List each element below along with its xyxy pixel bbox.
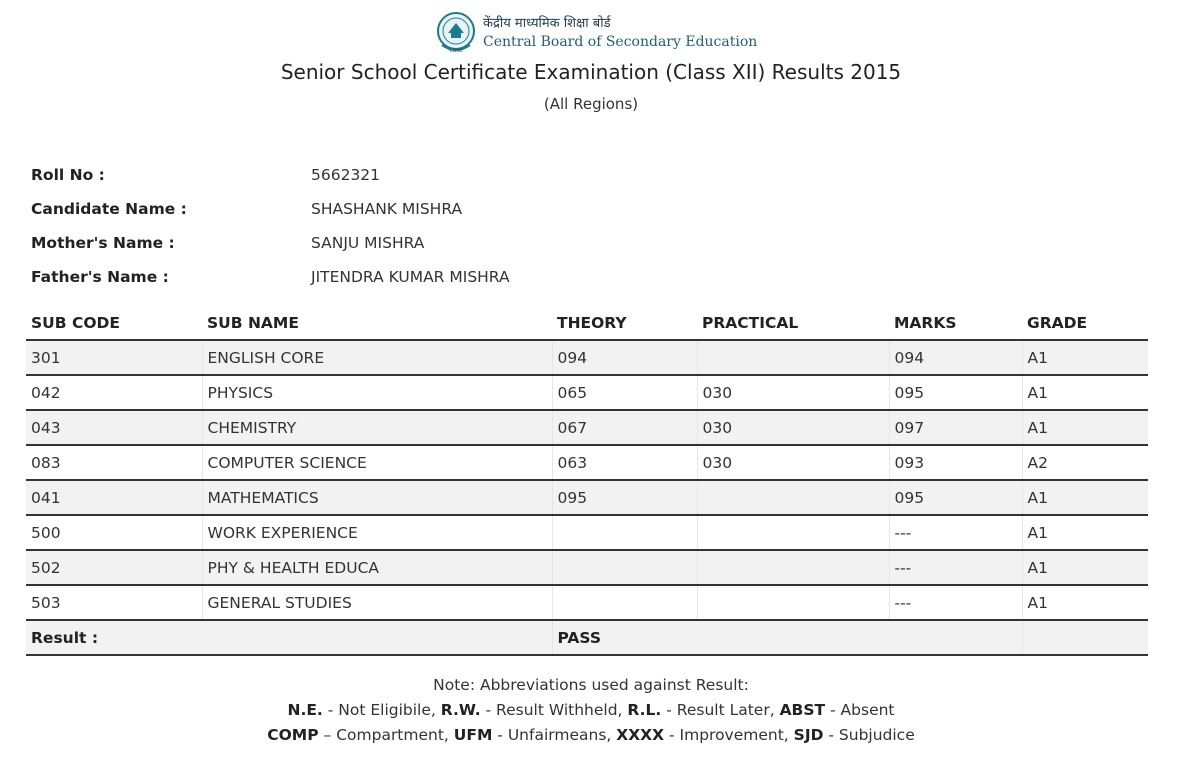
info-row-mother — [31, 226, 510, 260]
sub-code-cell: 083 — [26, 445, 202, 480]
marks-cell: --- — [889, 585, 1022, 620]
page-subtitle: (All Regions) — [543, 95, 639, 113]
practical-cell — [697, 340, 889, 375]
abbr-comp: COMP — [267, 726, 319, 744]
notes-heading: Note: Abbreviations used against Result: — [433, 676, 749, 694]
result-row — [26, 620, 1148, 655]
marks-cell: 097 — [889, 410, 1022, 445]
abbr-abst: ABST — [779, 701, 826, 719]
marks-cell: --- — [889, 550, 1022, 585]
header-grade: GRADE — [1022, 306, 1148, 340]
theory-cell: 067 — [552, 410, 697, 445]
father-name-label: Father's Name : — [31, 268, 169, 286]
sub-name-cell: MATHEMATICS — [202, 480, 552, 515]
logo-hindi-text: केंद्रीय माध्यमिक शिक्षा बोर्ड — [483, 16, 611, 31]
table-row — [26, 375, 1148, 410]
abbr-ufm-text: - Unfairmeans, — [492, 726, 617, 744]
abbr-rw-text: - Result Withheld, — [480, 701, 628, 719]
abbr-ufm: UFM — [453, 726, 493, 744]
sub-code-cell: 500 — [26, 515, 202, 550]
marks-cell: --- — [889, 515, 1022, 550]
header-theory: THEORY — [552, 306, 697, 340]
notes-line-1 — [0, 698, 1182, 723]
table-row — [26, 550, 1148, 585]
header-practical: PRACTICAL — [697, 306, 889, 340]
mother-name-value: SANJU MISHRA — [311, 234, 425, 252]
grade-cell: A1 — [1022, 585, 1148, 620]
candidate-info — [31, 158, 510, 294]
cbse-logo — [436, 9, 757, 57]
sub-name-cell: PHYSICS — [202, 375, 552, 410]
logo-english-text: Central Board of Secondary Education — [483, 34, 758, 50]
header-sub-code: SUB CODE — [26, 306, 202, 340]
cbse-seal-icon — [436, 11, 476, 55]
theory-cell: 094 — [552, 340, 697, 375]
roll-label: Roll No : — [31, 166, 105, 184]
sub-code-cell: 043 — [26, 410, 202, 445]
theory-cell: 063 — [552, 445, 697, 480]
sub-code-cell: 042 — [26, 375, 202, 410]
marks-cell: 093 — [889, 445, 1022, 480]
marks-table — [26, 306, 1148, 656]
mother-name-label: Mother's Name : — [31, 234, 175, 252]
abbreviation-notes — [0, 673, 1182, 748]
sub-name-cell: GENERAL STUDIES — [202, 585, 552, 620]
practical-cell — [697, 585, 889, 620]
abbr-xxxx: XXXX — [616, 726, 665, 744]
practical-cell — [697, 515, 889, 550]
practical-cell — [697, 550, 889, 585]
practical-cell: 030 — [697, 410, 889, 445]
theory-cell: 095 — [552, 480, 697, 515]
practical-cell: 030 — [697, 445, 889, 480]
abbr-ne: N.E. — [287, 701, 323, 719]
grade-cell: A1 — [1022, 340, 1148, 375]
table-row — [26, 410, 1148, 445]
practical-cell — [697, 480, 889, 515]
theory-cell: 065 — [552, 375, 697, 410]
table-row — [26, 340, 1148, 375]
table-header-row — [26, 306, 1148, 340]
theory-cell — [552, 585, 697, 620]
sub-name-cell: PHY & HEALTH EDUCA — [202, 550, 552, 585]
abbr-xxxx-text: - Improvement, — [664, 726, 794, 744]
grade-cell: A1 — [1022, 550, 1148, 585]
abbr-rl: R.L. — [627, 701, 662, 719]
table-row — [26, 515, 1148, 550]
candidate-name-label: Candidate Name : — [31, 200, 187, 218]
theory-cell — [552, 515, 697, 550]
notes-line-2 — [0, 723, 1182, 748]
result-label: Result : — [26, 620, 552, 655]
grade-cell: A2 — [1022, 445, 1148, 480]
sub-name-cell: ENGLISH CORE — [202, 340, 552, 375]
sub-name-cell: COMPUTER SCIENCE — [202, 445, 552, 480]
grade-cell: A1 — [1022, 480, 1148, 515]
sub-name-cell: CHEMISTRY — [202, 410, 552, 445]
svg-text:CBSE: CBSE — [449, 48, 463, 54]
page-title: Senior School Certificate Examination (Class XII) Results 2015 — [280, 60, 902, 84]
abbr-rl-text: - Result Later, — [661, 701, 780, 719]
abbr-comp-text: – Compartment, — [318, 726, 454, 744]
marks-cell: 094 — [889, 340, 1022, 375]
abbr-sjd-text: - Subjudice — [823, 726, 915, 744]
abbr-rw: R.W. — [440, 701, 481, 719]
page-header — [0, 0, 1182, 130]
roll-value: 5662321 — [311, 166, 381, 184]
header-sub-name: SUB NAME — [202, 306, 552, 340]
grade-cell: A1 — [1022, 375, 1148, 410]
father-name-value: JITENDRA KUMAR MISHRA — [311, 268, 510, 286]
marks-cell: 095 — [889, 480, 1022, 515]
sub-code-cell: 503 — [26, 585, 202, 620]
info-row-roll — [31, 158, 510, 192]
table-row — [26, 480, 1148, 515]
table-row — [26, 585, 1148, 620]
sub-code-cell: 301 — [26, 340, 202, 375]
abbr-abst-text: - Absent — [825, 701, 895, 719]
sub-name-cell: WORK EXPERIENCE — [202, 515, 552, 550]
marks-cell: 095 — [889, 375, 1022, 410]
abbr-sjd: SJD — [793, 726, 824, 744]
table-row — [26, 445, 1148, 480]
header-marks: MARKS — [889, 306, 1022, 340]
abbr-ne-text: - Not Eligibile, — [322, 701, 441, 719]
info-row-name — [31, 192, 510, 226]
candidate-name-value: SHASHANK MISHRA — [311, 200, 463, 218]
practical-cell: 030 — [697, 375, 889, 410]
info-row-father — [31, 260, 510, 294]
sub-code-cell: 041 — [26, 480, 202, 515]
result-empty-cell — [1022, 620, 1148, 655]
grade-cell: A1 — [1022, 515, 1148, 550]
theory-cell — [552, 550, 697, 585]
grade-cell: A1 — [1022, 410, 1148, 445]
result-value: PASS — [552, 620, 1022, 655]
sub-code-cell: 502 — [26, 550, 202, 585]
